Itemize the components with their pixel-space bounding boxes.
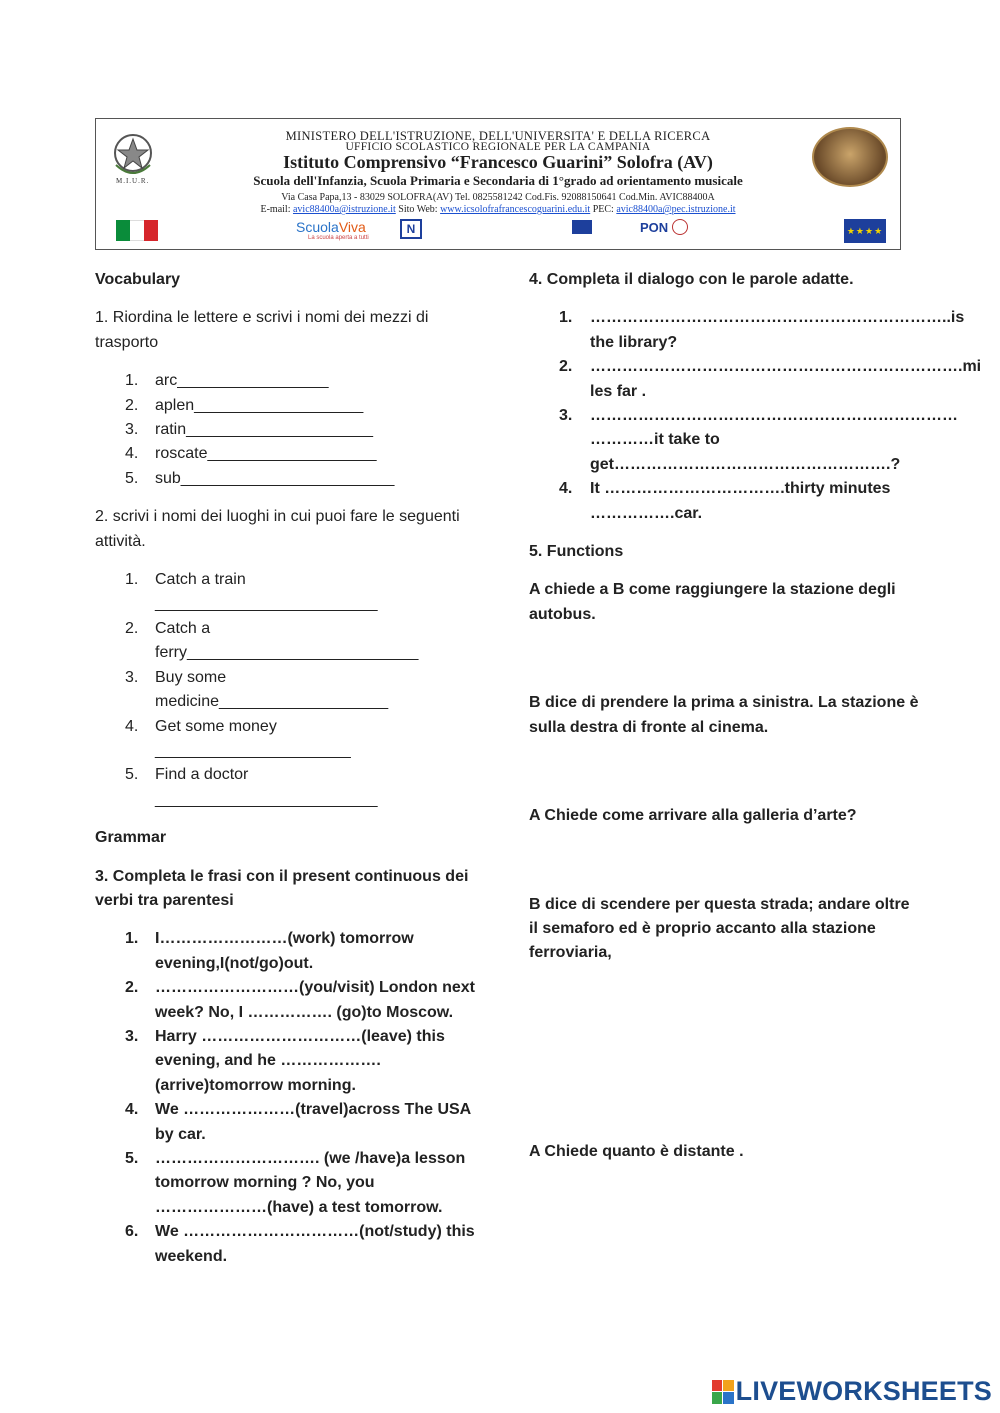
ministry-line: MINISTERO DELL'ISTRUZIONE, DELL'UNIVERSITA' E DELLA RICERCA <box>285 129 711 143</box>
list-item[interactable]: 3. …………………………………………………………… …………it take to get…………………………………………….? <box>559 407 958 473</box>
list-item[interactable]: 2. ………………………(you/visit) London next week? No, I ……………. (go)to Moscow. <box>125 979 475 1021</box>
list-item[interactable]: 5. Find a doctor _________________________ <box>125 766 378 808</box>
exercise-3-instruction: 3. Completa le frasi con il present continuous dei verbi tra parentesi <box>95 867 469 909</box>
exercise-4-instruction: 4. Completa il dialogo con le parole adatte. <box>529 271 854 288</box>
scuola-viva-tagline: La scuola aperta a tutti <box>308 235 369 241</box>
school-subtitle: Scuola dell'Infanzia, Scuola Primaria e Secondaria di 1°grado ad orientamento musicale <box>253 173 743 188</box>
list-item[interactable]: 5. sub________________________ <box>125 469 395 487</box>
left-column <box>95 268 490 1283</box>
exercise-2-list <box>95 568 425 812</box>
list-item[interactable]: 4. It …………………………….thirty minutes …………….car. <box>559 480 891 522</box>
list-item[interactable]: 2. Catch a ferry__________________________ <box>125 619 419 662</box>
exercise-1-list <box>95 369 490 491</box>
list-item[interactable]: 1. I……………………(work) tomorrow evening,I(not/go)out. <box>125 930 414 972</box>
campania-region-icon: N <box>400 219 422 239</box>
function-4: B dice di scendere per questa strada; andare oltre il semaforo ed è proprio accanto alla stazione ferroviaria, <box>529 895 910 962</box>
list-item[interactable]: 1. …………………………………………………………..is the library? <box>559 309 965 351</box>
email-label: E-mail: <box>260 204 291 215</box>
function-1: A chiede a B come raggiungere la stazione degli autobus. <box>529 581 896 623</box>
school-letterhead <box>95 118 901 250</box>
scuola-viva-logo: ScuolaViva <box>296 219 366 235</box>
grammar-heading: Grammar <box>95 829 167 847</box>
liveworksheets-text: LIVEWORKSHEETS <box>735 1376 992 1406</box>
exercise-3-list <box>95 927 475 1269</box>
pon-funding-logos <box>572 219 704 235</box>
eu-flag-icon: ★★★★ <box>844 219 886 243</box>
exercise-4-list <box>529 306 982 526</box>
list-item[interactable]: 1. arc_________________ <box>125 372 329 390</box>
exercise-2-instruction: 2. scrivi i nomi dei luoghi in cui puoi fare le seguenti attività. <box>95 508 460 550</box>
website-link[interactable]: www.icsolofrafrancescoguarini.edu.it <box>440 204 591 215</box>
list-item[interactable]: 5. …………………………. (we /have)a lesson tomorrow morning ? No, you …………………(have) a test tomorrow. <box>125 1150 466 1216</box>
right-column <box>529 268 982 1178</box>
email-link[interactable]: avic88400a@istruzione.it <box>292 204 396 215</box>
exercise-5-heading: 5. Functions <box>529 543 624 561</box>
function-2: B dice di prendere la prima a sinistra. La stazione è sulla destra di fronte al cinema. <box>529 694 919 736</box>
vocabulary-heading: Vocabulary <box>95 271 181 288</box>
site-label: Sito Web: <box>398 204 438 215</box>
eu-small-flag-icon <box>572 220 592 234</box>
list-item[interactable]: 4. We …………………(travel)across The USA by car. <box>125 1101 471 1143</box>
list-item[interactable]: 3. Buy some medicine___________________ <box>125 668 389 711</box>
list-item[interactable]: 2. …………………………………………………………….mi les far . <box>559 358 982 400</box>
function-3: A Chiede come arrivare alla galleria d’arte? <box>529 807 857 825</box>
school-name: Istituto Comprensivo “Francesco Guarini” Solofra (AV) <box>283 152 713 172</box>
liveworksheets-watermark[interactable] <box>712 1376 992 1407</box>
liveworksheets-logo-icon <box>712 1380 734 1404</box>
republic-emblem-icon <box>672 219 688 235</box>
list-item[interactable]: 1. Catch a train _________________________ <box>125 571 378 613</box>
regional-office-line: UFFICIO SCOLASTICO REGIONALE PER LA CAMPANIA <box>345 141 651 153</box>
italian-flag-icon <box>116 220 158 241</box>
list-item[interactable]: 6. We ……………………………(not/study) this weekend. <box>125 1223 475 1265</box>
list-item[interactable]: 3. Harry …………………………(leave) this evening, and he ………………. (arrive)tomorrow morning. <box>125 1027 445 1094</box>
pon-logo: PON <box>640 219 669 235</box>
list-item[interactable]: 4. roscate___________________ <box>125 445 377 463</box>
exercise-1-instruction: 1. Riordina le lettere e scrivi i nomi dei mezzi di trasporto <box>95 309 429 351</box>
list-item[interactable]: 2. aplen___________________ <box>125 396 364 414</box>
school-address: Via Casa Papa,13 - 83029 SOLOFRA(AV) Tel. 0825581242 Cod.Fis. 92088150641 Cod.Min. AVIC88400A <box>281 192 715 203</box>
pec-label: PEC: <box>592 204 614 215</box>
list-item[interactable]: 4. Get some money ______________________ <box>125 717 351 759</box>
contact-line <box>96 204 900 215</box>
pec-link[interactable]: avic88400a@pec.istruzione.it <box>616 204 736 215</box>
list-item[interactable]: 3. ratin_____________________ <box>125 421 373 439</box>
miur-label: M.I.U.R. <box>116 177 150 185</box>
function-5: A Chiede quanto è distante . <box>529 1142 744 1160</box>
